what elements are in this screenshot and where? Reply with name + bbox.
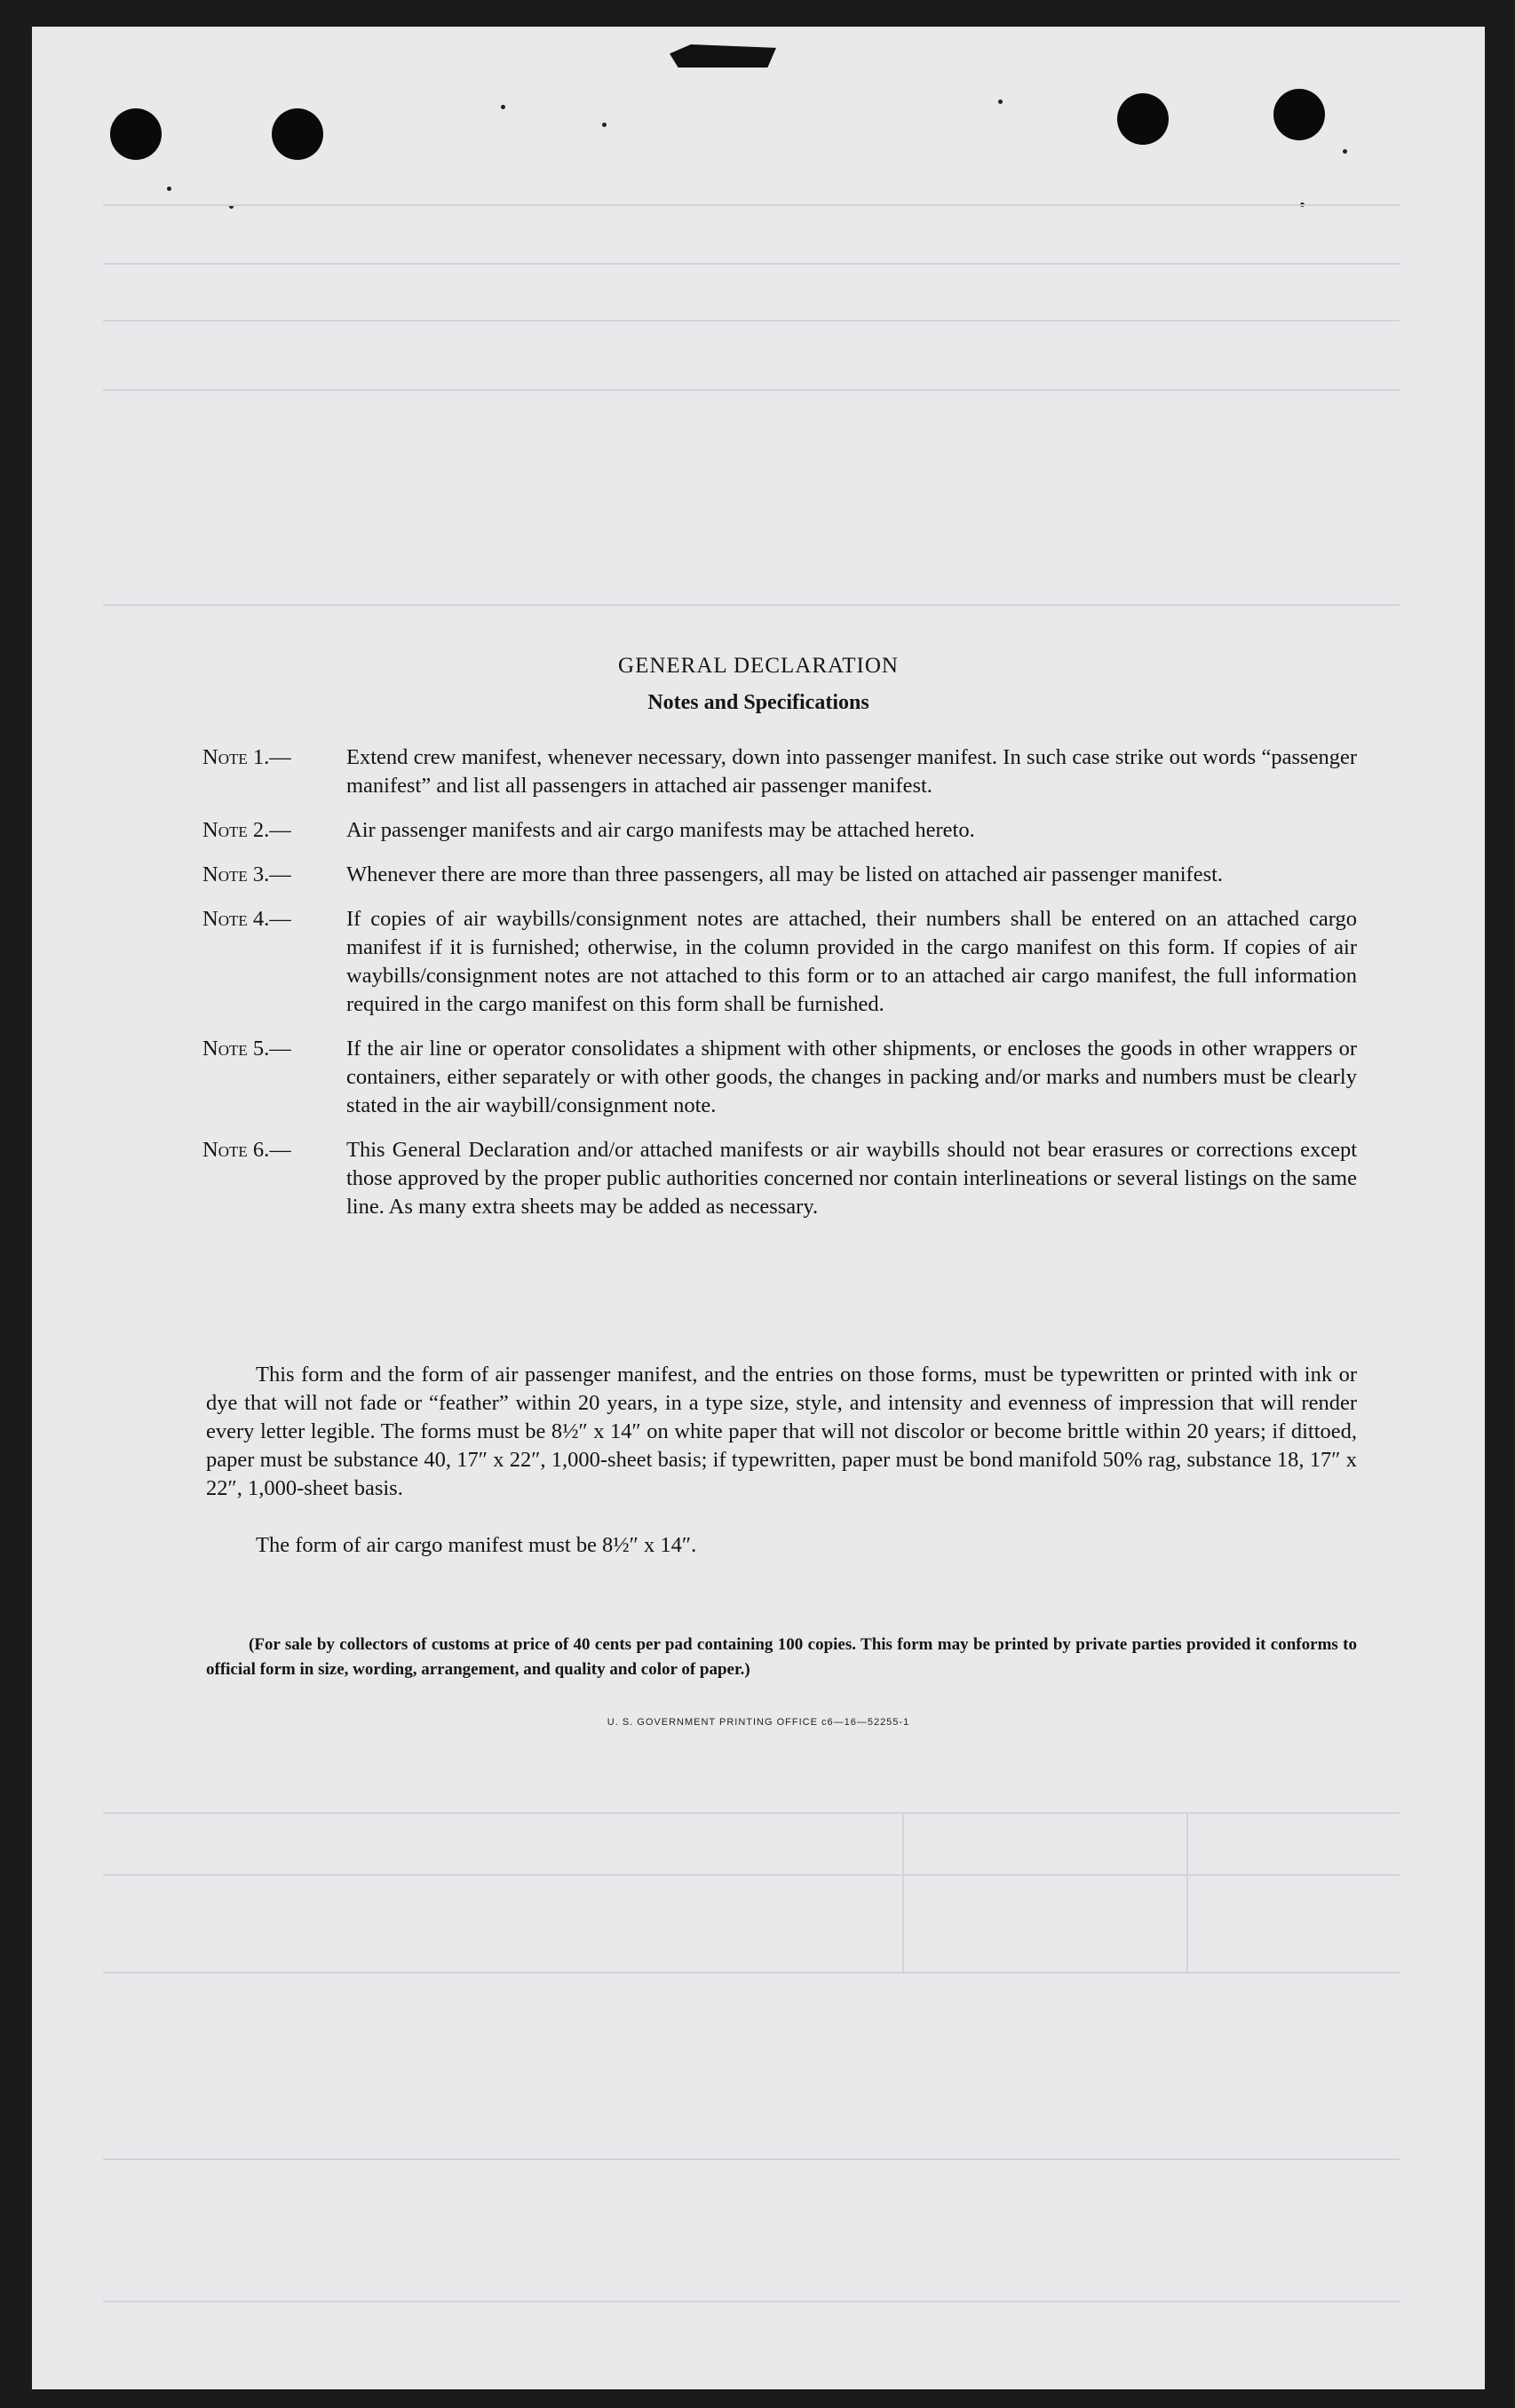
note-3 [202,861,1357,889]
bleed-through-line [103,1874,1400,1876]
page-subtitle: Notes and Specifications [647,691,869,714]
tape-mark [670,44,776,68]
note-2 [202,816,1357,845]
specification-paragraph: This form and the form of air passenger manifest, and the entries on those forms, must be typewritten or printed with ink or dye that will not fade or “feather” within 20 years, in a type size, style, and intensity and evenness of impression that will render every letter legible. The forms must be 8½″ x 14″ on white paper that will not discolor or become brittle within 20 years; if dittoed, paper must be substance 40, 17″ x 22″, 1,000-sheet basis; if typewritten, paper must be bond manifold 50% rag, substance 18, 17″ x 22″, 1,000-sheet basis. [206,1363,1357,1500]
printer-imprint: U. S. GOVERNMENT PRINTING OFFICE c6—16—52255-1 [607,1717,910,1728]
sale-notice: (For sale by collectors of customs at price of 40 cents per pad containing 100 copies. This form may be printed by private parties provided it conforms to official form in size, wording, arrangement, and quality and color of paper.) [206,1635,1357,1679]
speck [998,99,1003,104]
bleed-through-line [103,320,1400,322]
punch-hole [1117,93,1169,145]
bleed-through-line [103,2301,1400,2302]
punch-hole [1273,89,1325,140]
cargo-manifest-size-paragraph: The form of air cargo manifest must be 8½″ x 14″. [256,1533,697,1557]
bleed-through-line [103,604,1400,606]
bleed-through-line [103,263,1400,265]
note-text: Whenever there are more than three passengers, all may be listed on attached air passenger manifest. [346,862,1224,886]
note-label: Note 5.— [202,1037,291,1061]
note-label: Note 6.— [202,1138,291,1162]
note-text: This General Declaration and/or attached manifests or air waybills should not bear erasures or corrections except those approved by the proper public authorities concerned nor contain interlineations or several listings on the same line. As many extra sheets may be added as necessary. [346,1138,1357,1219]
bleed-through-line [103,1812,1400,1814]
punch-hole [110,108,162,160]
bleed-through-line [902,1812,904,1972]
bleed-through-line [103,2158,1400,2160]
note-label: Note 2.— [202,818,291,842]
notes-list [202,743,1357,1237]
note-label: Note 1.— [202,745,291,769]
note-4 [202,905,1357,1019]
speck [501,105,505,109]
bleed-through-line [103,1972,1400,1974]
speck [602,123,607,127]
note-text: If copies of air waybills/consignment notes are attached, their numbers shall be entered on an attached cargo manifest if it is furnished; otherwise, in the column provided in the cargo manifest on this form. If copies of air waybills/consignment notes are not attached to this form or to an attached air cargo manifest, the full information required in the cargo manifest on this form shall be furnished. [346,907,1357,1016]
note-6 [202,1136,1357,1221]
bleed-through-line [103,389,1400,391]
note-label: Note 3.— [202,862,291,886]
document-page [32,27,1485,2389]
punch-hole [272,108,323,160]
bleed-through-line [1186,1812,1188,1972]
note-5 [202,1035,1357,1120]
note-1 [202,743,1357,800]
note-text: Air passenger manifests and air cargo manifests may be attached hereto. [346,818,975,842]
speck [1343,149,1347,154]
page-title: GENERAL DECLARATION [618,654,899,678]
bleed-through-line [103,204,1400,206]
note-label: Note 4.— [202,907,291,931]
note-text: Extend crew manifest, whenever necessary, down into passenger manifest. In such case strike out words “passenger manifest” and list all passengers in attached air passenger manifest. [346,745,1357,798]
speck [167,187,171,191]
note-text: If the air line or operator consolidates a shipment with other shipments, or encloses the goods in other wrappers or containers, either separately or with other goods, the changes in packing and/or marks and numbers must be clearly stated in the air waybill/consignment note. [346,1037,1357,1117]
